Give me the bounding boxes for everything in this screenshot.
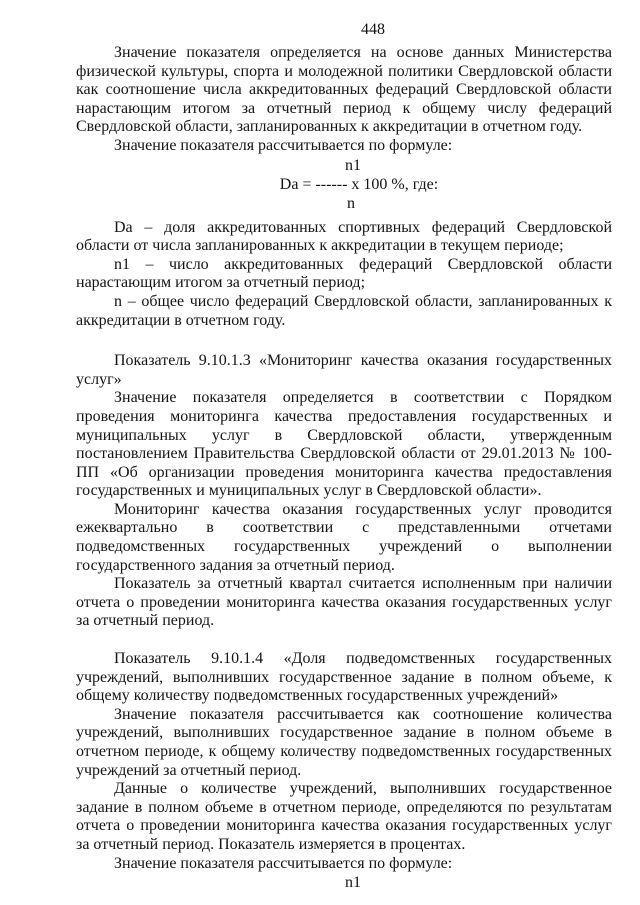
page-number: 448 (361, 21, 385, 38)
formula-numerator: n1 (345, 874, 361, 892)
paragraph: Значение показателя рассчитывается как соотношение количества учреждений, выполнивших государственное задание в полном объеме в отчетном периоде, к общему количеству подведомственных государственных учреждений за отчетный период. (76, 705, 612, 779)
paragraph: Значение показателя определяется на основе данных Министерства физической культуры, спорта и молодежной политики Свердловской области как соотношение числа аккредитованных федераций Свердловской области нарастающим итогом за отчетный период к общему числу федераций Свердловской области, запланированных к аккредитации в отчетном году. (76, 44, 612, 136)
formula-denominator: n (347, 194, 355, 212)
paragraph: Значение показателя рассчитывается по формуле: (114, 136, 453, 154)
definition: n1 – число аккредитованных федераций Свердловской области нарастающим итогом за отчетный период; (76, 255, 612, 292)
definition: Da – доля аккредитованных спортивных федераций Свердловской области от числа запланированных к аккредитации в текущем периоде; (76, 218, 612, 255)
paragraph: Данные о количестве учреждений, выполнивших государственное задание в полном объеме в отчетном периоде, определяются по результатам отчета о проведении мониторинга качества оказания государственных услуг за отчетный период. Показатель измеряется в процентах. (76, 780, 612, 853)
formula-numerator: n1 (345, 156, 361, 174)
formula-expression: Da = ------ х 100 %, где: (279, 175, 439, 193)
paragraph: Значение показателя рассчитывается по формуле: (114, 854, 453, 872)
paragraph: Мониторинг качества оказания государственных услуг проводится ежеквартально в соответствии с представленными отчетами подведомственных государственных учреждений о выполнении государственного задания за отчетный период. (76, 500, 612, 574)
section-heading: Показатель 9.10.1.3 «Мониторинг качества оказания государственных услуг» (76, 352, 612, 388)
paragraph: Показатель за отчетный квартал считается исполненным при наличии отчета о проведении мониторинга качества оказания государственных услуг за отчетный период. (76, 575, 612, 630)
section-heading: Показатель 9.10.1.4 «Доля подведомственных государственных учреждений, выполнивших государственное задание в полном объеме, к общему количеству подведомственных государственных учреждений» (76, 650, 612, 705)
definition: n – общее число федераций Свердловской области, запланированных к аккредитации в отчетном году. (76, 292, 612, 329)
paragraph: Значение показателя определяется в соответствии с Порядком проведения мониторинга качества предоставления государственных и муниципальных услуг в Свердловской области, утвержденным постановлением Правительства Свердловской области от 29.01.2013 № 100-ПП «Об организации проведения мониторинга качества предоставления государственных и муниципальных услуг в Свердловской области». (76, 389, 612, 500)
